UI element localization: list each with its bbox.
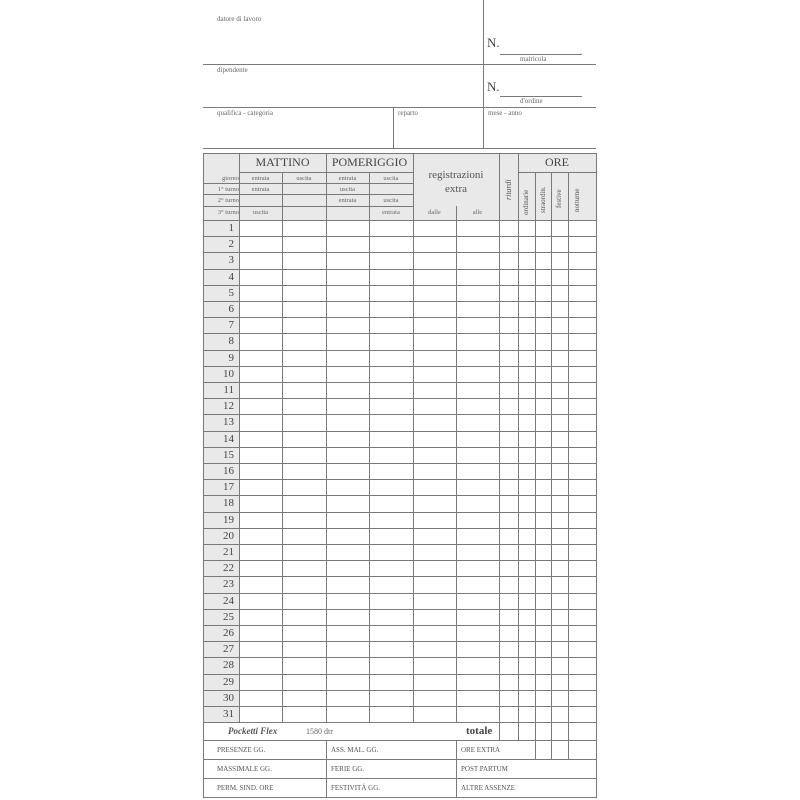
union-leave-label: PERM. SIND. ORE bbox=[217, 784, 274, 792]
day-number: 9 bbox=[228, 352, 234, 364]
row-divider bbox=[203, 690, 596, 691]
row-divider bbox=[203, 350, 596, 351]
department-label: reparto bbox=[398, 109, 418, 117]
day-number: 21 bbox=[223, 546, 234, 558]
month-year-label: mese - anno bbox=[488, 109, 522, 117]
day-number: 27 bbox=[223, 643, 234, 655]
presences-label: PRESENZE GG. bbox=[217, 746, 266, 754]
total-label: totale bbox=[466, 725, 493, 737]
row-divider bbox=[203, 722, 596, 723]
r4-afternoon-in: entrata bbox=[382, 209, 400, 216]
shift-2-label: 2° turno bbox=[217, 197, 239, 204]
day-number: 1 bbox=[228, 222, 234, 234]
day-number: 12 bbox=[223, 400, 234, 412]
day-number: 10 bbox=[223, 368, 234, 380]
day-number: 28 bbox=[223, 659, 234, 671]
row-divider bbox=[203, 333, 596, 334]
serial-number-symbol: N. bbox=[487, 35, 500, 50]
holidays-label: FESTIVITÀ GG. bbox=[331, 784, 380, 792]
r1-morning-in: entrata bbox=[251, 175, 270, 182]
shift-1-label: 1° turno bbox=[217, 186, 239, 193]
day-number: 30 bbox=[223, 692, 234, 704]
row-divider bbox=[203, 479, 596, 480]
shift-3-label: 3° turno bbox=[217, 209, 239, 216]
day-number: 7 bbox=[228, 319, 234, 331]
day-number: 23 bbox=[223, 578, 234, 590]
row-divider bbox=[203, 317, 596, 318]
day-number: 16 bbox=[223, 465, 234, 477]
r2-morning-in: entrata bbox=[251, 186, 270, 193]
day-number: 18 bbox=[223, 497, 234, 509]
row-divider bbox=[203, 252, 596, 253]
day-number: 29 bbox=[223, 676, 234, 688]
row-divider bbox=[203, 285, 596, 286]
employee-label: dipendente bbox=[217, 66, 248, 74]
row-divider bbox=[203, 657, 596, 658]
extra-hours-label: ORE EXTRA bbox=[461, 746, 501, 754]
r2-afternoon-out: uscita bbox=[339, 186, 356, 193]
hours-holiday-header: festive bbox=[555, 189, 563, 208]
hours-night-header: notturne bbox=[573, 188, 581, 212]
day-number: 4 bbox=[228, 271, 234, 283]
row-divider bbox=[203, 706, 596, 707]
day-number: 14 bbox=[223, 433, 234, 445]
row-divider bbox=[203, 414, 596, 415]
order-number-symbol: N. bbox=[487, 79, 500, 94]
row-divider bbox=[203, 560, 596, 561]
sick-leave-label: ASS. MAL. GG. bbox=[331, 746, 379, 754]
day-number: 11 bbox=[223, 384, 234, 396]
extra-from-label: dalle bbox=[428, 209, 441, 216]
serial-label: matricola bbox=[520, 55, 547, 63]
r3-afternoon-out: uscita bbox=[383, 197, 399, 204]
row-divider bbox=[203, 544, 596, 545]
row-divider bbox=[203, 512, 596, 513]
row-divider bbox=[203, 625, 596, 626]
r4-morning-out: uscita bbox=[252, 209, 269, 216]
day-number: 22 bbox=[223, 562, 234, 574]
row-divider bbox=[203, 366, 596, 367]
delays-header: ritardi bbox=[504, 179, 513, 200]
hours-ordinary-header: ordinarie bbox=[522, 189, 530, 215]
day-number: 2 bbox=[228, 238, 234, 250]
r1-afternoon-out: uscita bbox=[383, 175, 399, 182]
brand-logo: Pocketti Flex bbox=[228, 726, 278, 736]
row-divider bbox=[203, 463, 596, 464]
day-number: 6 bbox=[228, 303, 234, 315]
day-number: 31 bbox=[223, 708, 234, 720]
day-number: 8 bbox=[228, 335, 234, 347]
vacation-label: FERIE GG. bbox=[331, 765, 365, 773]
day-number: 5 bbox=[228, 287, 234, 299]
r1-morning-out: uscita bbox=[296, 175, 312, 182]
r1-afternoon-in: entrata bbox=[338, 175, 357, 182]
row-divider bbox=[203, 382, 596, 383]
day-row-label: giorno bbox=[222, 175, 239, 182]
row-divider bbox=[203, 236, 596, 237]
row-divider bbox=[203, 674, 596, 675]
qualification-label: qualifica - categoria bbox=[217, 109, 273, 117]
row-divider bbox=[203, 301, 596, 302]
row-divider bbox=[203, 447, 596, 448]
row-divider bbox=[203, 641, 596, 642]
day-number: 20 bbox=[223, 530, 234, 542]
row-divider bbox=[203, 528, 596, 529]
day-number: 25 bbox=[223, 611, 234, 623]
day-number: 15 bbox=[223, 449, 234, 461]
afternoon-header: POMERIGGIO bbox=[331, 155, 408, 169]
row-divider bbox=[203, 495, 596, 496]
morning-header: MATTINO bbox=[255, 155, 310, 169]
day-number: 17 bbox=[223, 481, 234, 493]
r3-afternoon-in: entrata bbox=[338, 197, 357, 204]
extra-to-label: alle bbox=[472, 209, 483, 216]
employer-label: datore di lavoro bbox=[217, 15, 262, 23]
hours-overtime-header: straordin. bbox=[539, 186, 547, 213]
row-divider bbox=[203, 269, 596, 270]
max-days-label: MASSIMALE GG. bbox=[217, 765, 272, 773]
day-number: 3 bbox=[228, 254, 234, 266]
post-partum-label: POST PARTUM bbox=[461, 765, 508, 773]
order-label: d'ordine bbox=[520, 97, 543, 105]
day-number: 26 bbox=[223, 627, 234, 639]
form-code: 1580 dtr bbox=[306, 727, 333, 736]
day-number: 19 bbox=[223, 514, 234, 526]
row-divider bbox=[203, 398, 596, 399]
row-divider bbox=[203, 431, 596, 432]
row-divider bbox=[203, 593, 596, 594]
hours-header: ORE bbox=[545, 155, 569, 169]
row-divider bbox=[203, 609, 596, 610]
day-number: 24 bbox=[223, 595, 234, 607]
day-number: 13 bbox=[223, 416, 234, 428]
extra-registrations-header: registrazioni extra bbox=[428, 169, 484, 195]
other-absences-label: ALTRE ASSENZE bbox=[461, 784, 515, 792]
row-divider bbox=[203, 576, 596, 577]
